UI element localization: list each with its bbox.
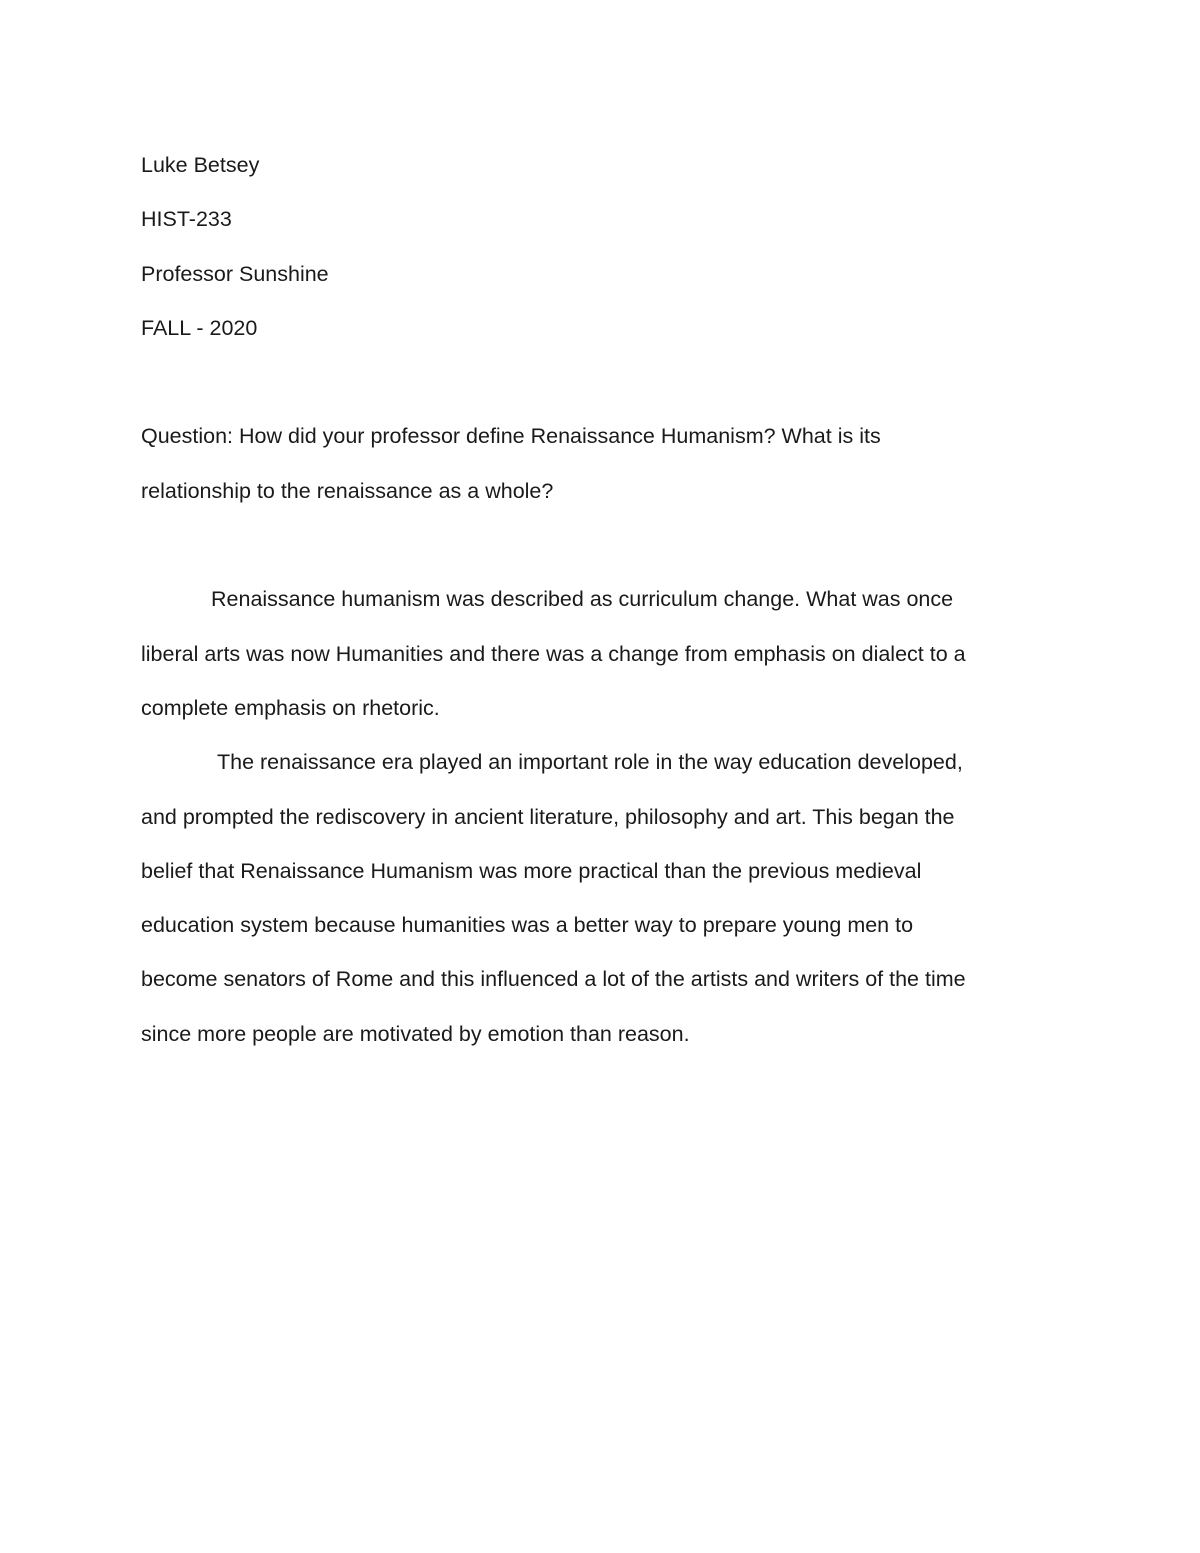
- answer-paragraph-2: [141, 735, 1061, 1061]
- paragraph-line: become senators of Rome and this influenced a lot of the artists and writers of the time: [141, 967, 966, 992]
- paragraph-line: education system because humanities was a better way to prepare young men to: [141, 913, 914, 938]
- paragraph-line: since more people are motivated by emotion than reason.: [141, 1021, 690, 1046]
- paragraph-line: belief that Renaissance Humanism was more practical than the previous medieval: [141, 858, 922, 883]
- professor-name: Professor Sunshine: [141, 261, 329, 286]
- paragraph-line: and prompted the rediscovery in ancient literature, philosophy and art. This began the: [141, 804, 955, 829]
- paragraph-line: The renaissance era played an important role in the way education developed,: [217, 750, 963, 775]
- answer-paragraph-1: [141, 572, 1061, 735]
- spacer: [141, 518, 1061, 572]
- question-block: [141, 409, 1061, 518]
- question-line: relationship to the renaissance as a whole?: [141, 478, 554, 503]
- term: FALL - 2020: [141, 315, 258, 340]
- course-code: HIST-233: [141, 207, 232, 232]
- paragraph-line: liberal arts was now Humanities and there was a change from emphasis on dialect to a: [141, 641, 966, 666]
- paragraph-line: complete emphasis on rhetoric.: [141, 695, 440, 720]
- question-line: Question: How did your professor define Renaissance Humanism? What is its: [141, 424, 881, 449]
- paragraph-line: Renaissance humanism was described as curriculum change. What was once: [211, 587, 954, 612]
- spacer: [141, 355, 1061, 409]
- student-name: Luke Betsey: [141, 153, 260, 177]
- document-body: [141, 138, 1061, 1061]
- heading-block: [141, 138, 1061, 355]
